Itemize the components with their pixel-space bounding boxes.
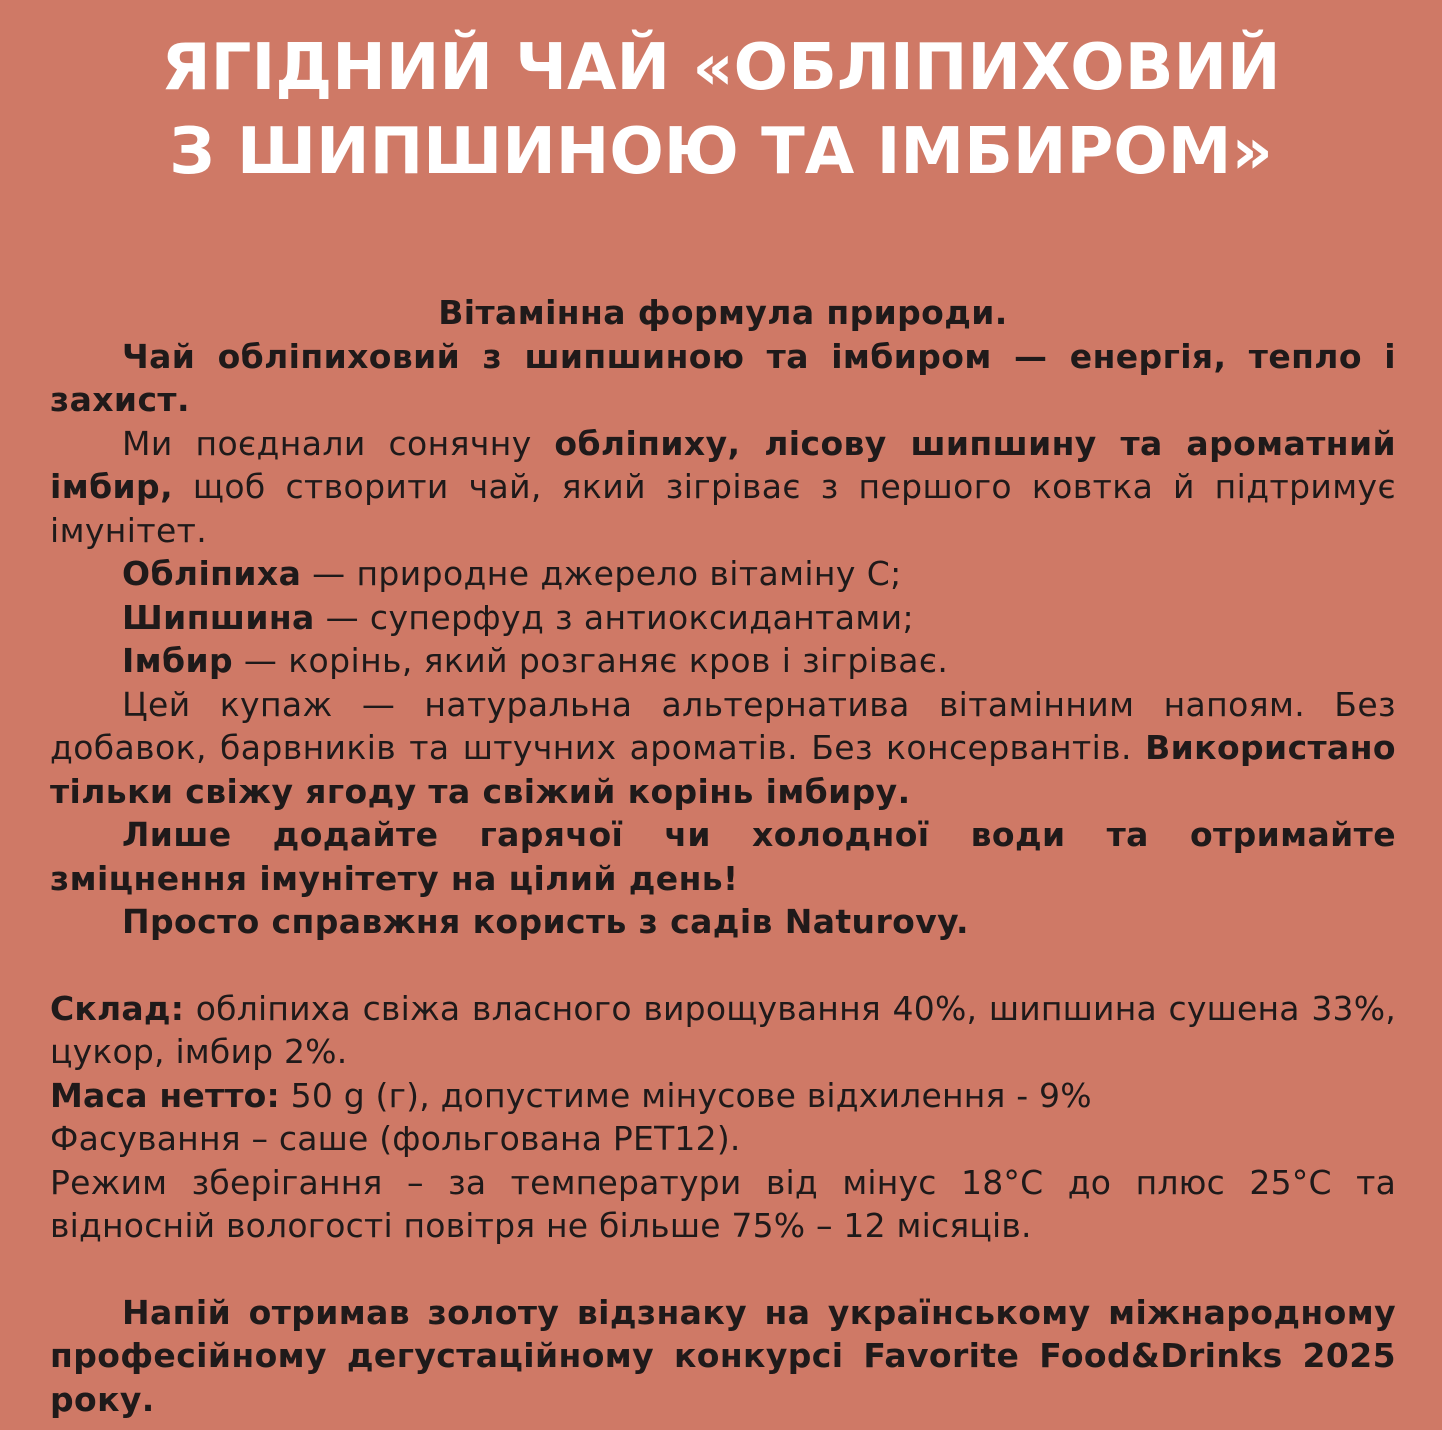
- ingredient-text: — природне джерело вітаміну С;: [301, 554, 902, 593]
- ingredient-text: — корінь, який розганяє кров і зігріває.: [233, 641, 949, 680]
- packaging: Фасування – саше (фольгована PET12).: [50, 1119, 741, 1158]
- description-lead: Чай обліпиховий з шипшиною та імбиром — енергія, тепло і захист.: [50, 336, 1396, 419]
- product-specs: [50, 987, 1396, 1248]
- ingredient-item: [50, 552, 1396, 596]
- composition: [50, 987, 1396, 1074]
- net-weight-label: Маса нетто:: [50, 1075, 280, 1115]
- spacer: [50, 944, 1396, 987]
- ingredient-name: Шипшина: [122, 597, 315, 637]
- composition-label: Склад:: [50, 988, 185, 1028]
- composition-value: обліпиха свіжа власного вирощування 40%, шипшина сушена 33%, цукор, імбир 2%.: [50, 988, 1396, 1071]
- ingredient-text: — суперфуд з антиоксидантами;: [314, 597, 914, 637]
- ingredient-name: Обліпиха: [122, 554, 302, 593]
- spacer: [50, 1248, 1396, 1291]
- intro-prefix: Ми поєднали сонячну: [122, 423, 555, 463]
- ingredient-item: [50, 596, 1396, 640]
- call-to-action: Лише додайте гарячої чи холодної води та отримайте зміцнення імунітету на цілий день!: [50, 815, 1396, 898]
- page-title: [0, 26, 1442, 194]
- product-description: [50, 291, 1396, 1421]
- natural-bold: Використано тільки свіжу ягоду та свіжий корінь імбиру.: [50, 728, 1396, 811]
- net-weight: [50, 1074, 1396, 1118]
- intro-suffix: щоб створити чай, який зігріває з першого ковтка й підтримує імунітет.: [50, 467, 1396, 550]
- natural-paragraph: [50, 683, 1396, 814]
- description-intro: [50, 422, 1396, 553]
- ingredient-item: [50, 639, 1396, 683]
- title-line-2: З ШИПШИНОЮ ТА ІМБИРОМ»: [169, 115, 1273, 189]
- closing-line: Просто справжня користь з садів Naturovy.: [122, 902, 969, 941]
- intro-bold: обліпиху, лісову шипшину та ароматний імбир,: [50, 423, 1396, 506]
- natural-text: Цей купаж — натуральна альтернатива вітамінним напоям. Без добавок, барвників та штучних ароматів. Без консервантів.: [50, 684, 1396, 767]
- title-line-1: ЯГІДНИЙ ЧАЙ «ОБЛІПИХОВИЙ: [161, 31, 1281, 105]
- ingredient-name: Імбир: [122, 641, 234, 680]
- description-heading: Вітамінна формула природи.: [438, 293, 1008, 332]
- award-text: Напій отримав золоту відзнаку на українському міжнародному професійному дегустаційному конкурсі Favorite Food&Drinks 2025 року.: [50, 1292, 1396, 1419]
- net-weight-value: 50 g (г), допустиме мінусове відхилення - 9%: [279, 1075, 1092, 1115]
- storage-conditions: Режим зберігання – за температури від мінус 18°С до плюс 25°С та відносній вологості повітря не більше 75% – 12 місяців.: [50, 1162, 1396, 1245]
